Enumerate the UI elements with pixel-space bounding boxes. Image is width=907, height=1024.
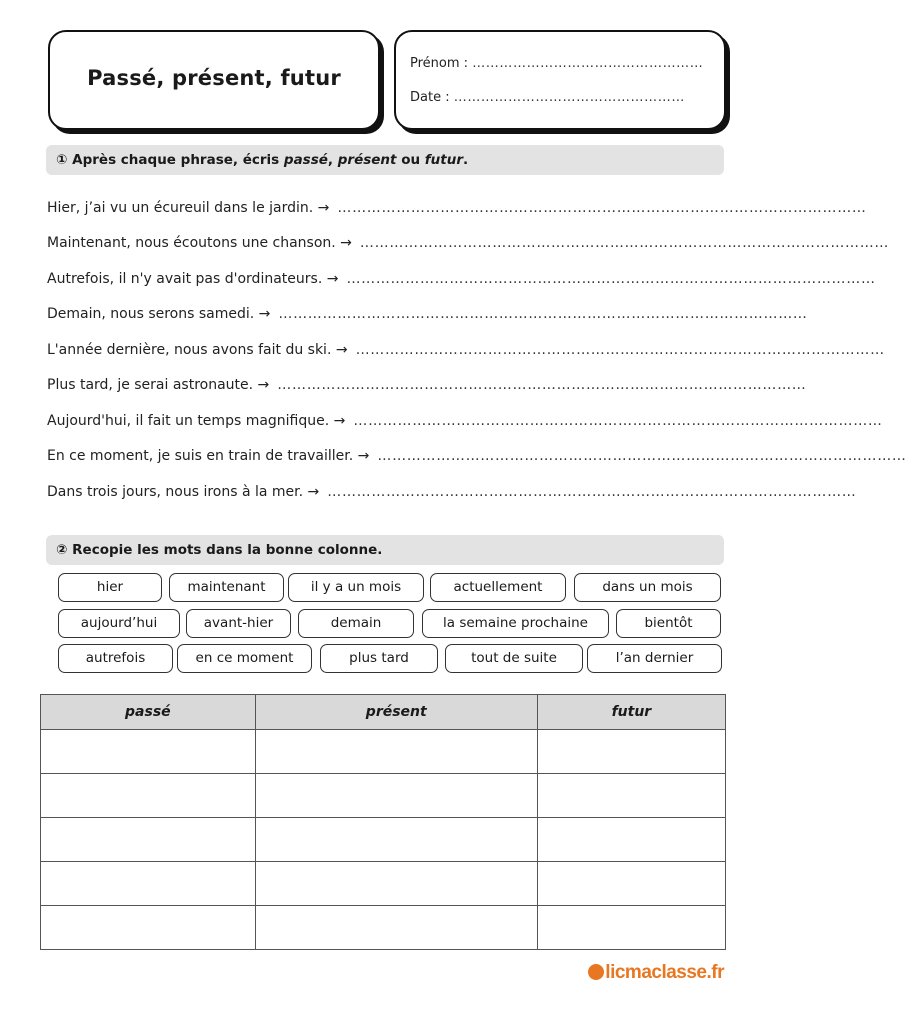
column-header-futur: futur bbox=[537, 695, 725, 730]
instruction-text: Recopie les mots dans la bonne colonne. bbox=[72, 542, 383, 558]
table-cell[interactable] bbox=[255, 906, 537, 950]
word-chip: maintenant bbox=[169, 573, 284, 602]
exercise-1-instruction bbox=[56, 152, 468, 168]
answer-field[interactable]: ……………………………………………………………………………………………… bbox=[278, 306, 808, 322]
answer-field[interactable]: ……………………………………………………………………………………………… bbox=[359, 235, 890, 251]
table-cell[interactable] bbox=[41, 818, 256, 862]
exercise-1-header bbox=[46, 145, 724, 175]
sentence-line bbox=[47, 342, 885, 358]
exercise-2-instruction bbox=[56, 542, 382, 558]
sentence-line bbox=[47, 200, 867, 216]
sentence-text: Aujourd'hui, il fait un temps magnifique. → bbox=[47, 413, 346, 429]
table-row bbox=[41, 730, 726, 774]
sentence-text: Plus tard, je serai astronaute. → bbox=[47, 377, 270, 393]
answer-field[interactable]: ……………………………………………………………………………………………… bbox=[353, 413, 883, 429]
sentence-text: Dans trois jours, nous irons à la mer. → bbox=[47, 484, 320, 500]
table-row bbox=[41, 862, 726, 906]
word-futur: futur bbox=[424, 152, 464, 168]
exercise-2-header bbox=[46, 535, 724, 565]
word-chip: en ce moment bbox=[177, 644, 312, 673]
date-line bbox=[410, 90, 685, 105]
answer-field[interactable]: ……………………………………………………………………………………………… bbox=[346, 271, 876, 287]
word-chip: plus tard bbox=[320, 644, 438, 673]
table-cell[interactable] bbox=[255, 730, 537, 774]
exercise-1-number: ① bbox=[56, 152, 68, 168]
word-chip: aujourd’hui bbox=[58, 609, 180, 638]
answer-field[interactable]: ……………………………………………………………………………………………… bbox=[377, 448, 907, 464]
table-cell[interactable] bbox=[537, 818, 725, 862]
sentence-text: L'année dernière, nous avons fait du ski. → bbox=[47, 342, 348, 358]
table-cell[interactable] bbox=[537, 906, 725, 950]
table-row bbox=[41, 774, 726, 818]
page-title: Passé, présent, futur bbox=[87, 66, 341, 90]
word-chip: demain bbox=[298, 609, 414, 638]
column-header-passe: passé bbox=[41, 695, 256, 730]
instruction-text: Après chaque phrase, écris bbox=[72, 152, 280, 168]
sentence-text: Autrefois, il n'y avait pas d'ordinateurs. → bbox=[47, 271, 339, 287]
student-info-box bbox=[394, 30, 726, 130]
word-chip: autrefois bbox=[58, 644, 173, 673]
instruction-end: . bbox=[463, 152, 469, 168]
sorting-table bbox=[40, 694, 726, 950]
date-field[interactable]: …………………………………………… bbox=[453, 90, 685, 105]
word-chip: tout de suite bbox=[445, 644, 583, 673]
word-ou: ou bbox=[401, 152, 421, 168]
table-row bbox=[41, 818, 726, 862]
sentence-line bbox=[47, 306, 808, 322]
table-cell[interactable] bbox=[255, 818, 537, 862]
date-label: Date : bbox=[410, 90, 450, 105]
sentence-line bbox=[47, 271, 876, 287]
word-present: présent bbox=[337, 152, 397, 168]
word-chip: il y a un mois bbox=[288, 573, 424, 602]
word-chip: dans un mois bbox=[574, 573, 721, 602]
sentence-line bbox=[47, 377, 807, 393]
word-chip: hier bbox=[58, 573, 162, 602]
sentence-text: Maintenant, nous écoutons une chanson. → bbox=[47, 235, 352, 251]
table-cell[interactable] bbox=[41, 862, 256, 906]
table-cell[interactable] bbox=[41, 906, 256, 950]
brand-text: licmaclasse.fr bbox=[605, 962, 724, 983]
prenom-field[interactable]: …………………………………………… bbox=[472, 56, 704, 71]
table-cell[interactable] bbox=[41, 774, 256, 818]
table-row bbox=[41, 906, 726, 950]
table-cell[interactable] bbox=[255, 862, 537, 906]
title-box bbox=[48, 30, 380, 130]
word-chip: bientôt bbox=[616, 609, 721, 638]
instruction-comma: , bbox=[327, 152, 334, 168]
word-chip: la semaine prochaine bbox=[422, 609, 609, 638]
word-chip: actuellement bbox=[430, 573, 566, 602]
answer-field[interactable]: ……………………………………………………………………………………………… bbox=[337, 200, 867, 216]
sentence-line bbox=[47, 413, 883, 429]
table-cell[interactable] bbox=[537, 774, 725, 818]
exercise-2-number: ② bbox=[56, 542, 68, 558]
brand-logo bbox=[588, 962, 724, 984]
sentence-line bbox=[47, 484, 857, 500]
word-passe: passé bbox=[283, 152, 328, 168]
answer-field[interactable]: ……………………………………………………………………………………………… bbox=[277, 377, 807, 393]
prenom-label: Prénom : bbox=[410, 56, 469, 71]
sentence-line bbox=[47, 235, 890, 251]
table-cell[interactable] bbox=[41, 730, 256, 774]
sentence-text: Demain, nous serons samedi. → bbox=[47, 306, 271, 322]
word-chip: avant-hier bbox=[186, 609, 291, 638]
answer-field[interactable]: ……………………………………………………………………………………………… bbox=[327, 484, 857, 500]
column-header-present: présent bbox=[255, 695, 537, 730]
sentence-text: En ce moment, je suis en train de travailler. → bbox=[47, 448, 370, 464]
sentence-line bbox=[47, 448, 907, 464]
table-cell[interactable] bbox=[255, 774, 537, 818]
sentence-text: Hier, j’ai vu un écureuil dans le jardin. → bbox=[47, 200, 330, 216]
answer-field[interactable]: ……………………………………………………………………………………………… bbox=[355, 342, 885, 358]
logo-circle-icon bbox=[588, 964, 604, 980]
table-cell[interactable] bbox=[537, 730, 725, 774]
prenom-line bbox=[410, 56, 703, 71]
table-cell[interactable] bbox=[537, 862, 725, 906]
word-chip: l’an dernier bbox=[587, 644, 722, 673]
